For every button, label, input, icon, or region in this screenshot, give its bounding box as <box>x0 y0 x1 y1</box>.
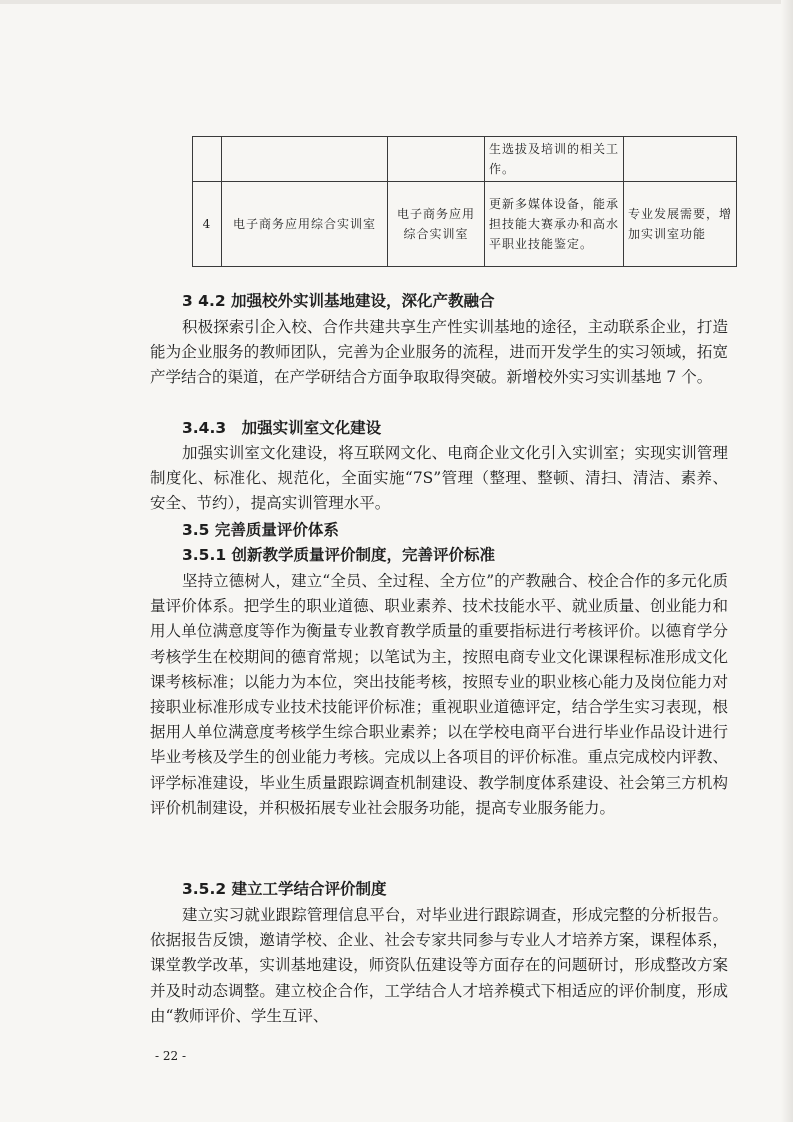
paragraph-3-5-1: 坚持立德树人，建立“全员、全过程、全方位”的产教融合、校企合作的多元化质量评价体系。把学生的职业道德、职业素养、技术技能水平、就业质量、创业能力和用人单位满意度等作为衡量专业教育教学质量的重要指标进行考核评价。以德育学分考核学生在校期间的德育常规；以笔试为主，按照电商专业文化课课程标准形成文化课考核标准；以能力为本位，突出技能考核，按照专业的职业核心能力及岗位能力对接职业标准形成专业技术技能评价标准；重视职业道德评定，结合学生实习表现，根据用人单位满意度考核学生综合职业素养；以在学校电商平台进行毕业作品设计进行毕业考核及学生的创业能力考核。完成以上各项目的评价标准。重点完成校内评教、评学标准建设，毕业生质量跟踪调查机制建设、教学制度体系建设、社会第三方机构评价机制建设，并积极拓展专业社会服务功能，提高专业服务能力。 <box>150 572 728 817</box>
table-cell <box>193 137 222 182</box>
table-cell: 电子商务应用综合实训室 <box>222 182 388 267</box>
table-cell <box>222 137 388 182</box>
table-row <box>193 137 737 182</box>
section-heading-3-4-2: 3 4.2 加强校外实训基地建设，深化产教融合 <box>182 292 495 310</box>
scan-edge-right <box>781 0 793 1122</box>
paragraph-3-4-3: 加强实训室文化建设，将互联网文化、电商企业文化引入实训室；实现实训管理制度化、标准化、规范化，全面实施“7S”管理（整理、整顿、清扫、清洁、素养、安全、节约），提高实训管理水平。 <box>150 444 728 513</box>
section-heading-3-5-1: 3.5.1 创新教学质量评价制度，完善评价标准 <box>182 546 496 564</box>
table-cell-index: 4 <box>193 182 222 267</box>
training-room-table <box>192 136 737 267</box>
table-cell: 电子商务应用综合实训室 <box>388 182 485 267</box>
section-heading-3-5-2: 3.5.2 建立工学结合评价制度 <box>182 880 387 898</box>
paragraph-3-4-2: 积极探索引企入校、合作共建共享生产性实训基地的途径，主动联系企业，打造能为企业服务的教师团队，完善为企业服务的流程，进而开发学生的实习领域，拓宽产学结合的渠道，在产学研结合方面争取取得突破。新增校外实习实训基地 7 个。 <box>150 318 728 387</box>
scan-edge <box>0 0 793 4</box>
table-row <box>193 182 737 267</box>
table-cell: 专业发展需要，增加实训室功能 <box>624 182 737 267</box>
table-cell <box>388 137 485 182</box>
paragraph-3-5-2: 建立实习就业跟踪管理信息平台，对毕业进行跟踪调查，形成完整的分析报告。依据报告反馈，邀请学校、企业、社会专家共同参与专业人才培养方案，课程体系，课堂教学改革，实训基地建设，师资队伍建设等方面存在的问题研讨，形成整改方案并及时动态调整。建立校企合作，工学结合人才培养模式下相适应的评价制度，形成由“教师评价、学生互评、 <box>150 906 728 1025</box>
table-cell: 生选拔及培训的相关工作。 <box>485 137 624 182</box>
section-heading-3-4-3: 3.4.3 加强实训室文化建设 <box>182 419 382 437</box>
page-number: - 22 - <box>155 1049 187 1063</box>
table-cell: 更新多媒体设备，能承担技能大赛承办和高水平职业技能鉴定。 <box>485 182 624 267</box>
section-heading-3-5: 3.5 完善质量评价体系 <box>182 521 339 539</box>
table-cell <box>624 137 737 182</box>
